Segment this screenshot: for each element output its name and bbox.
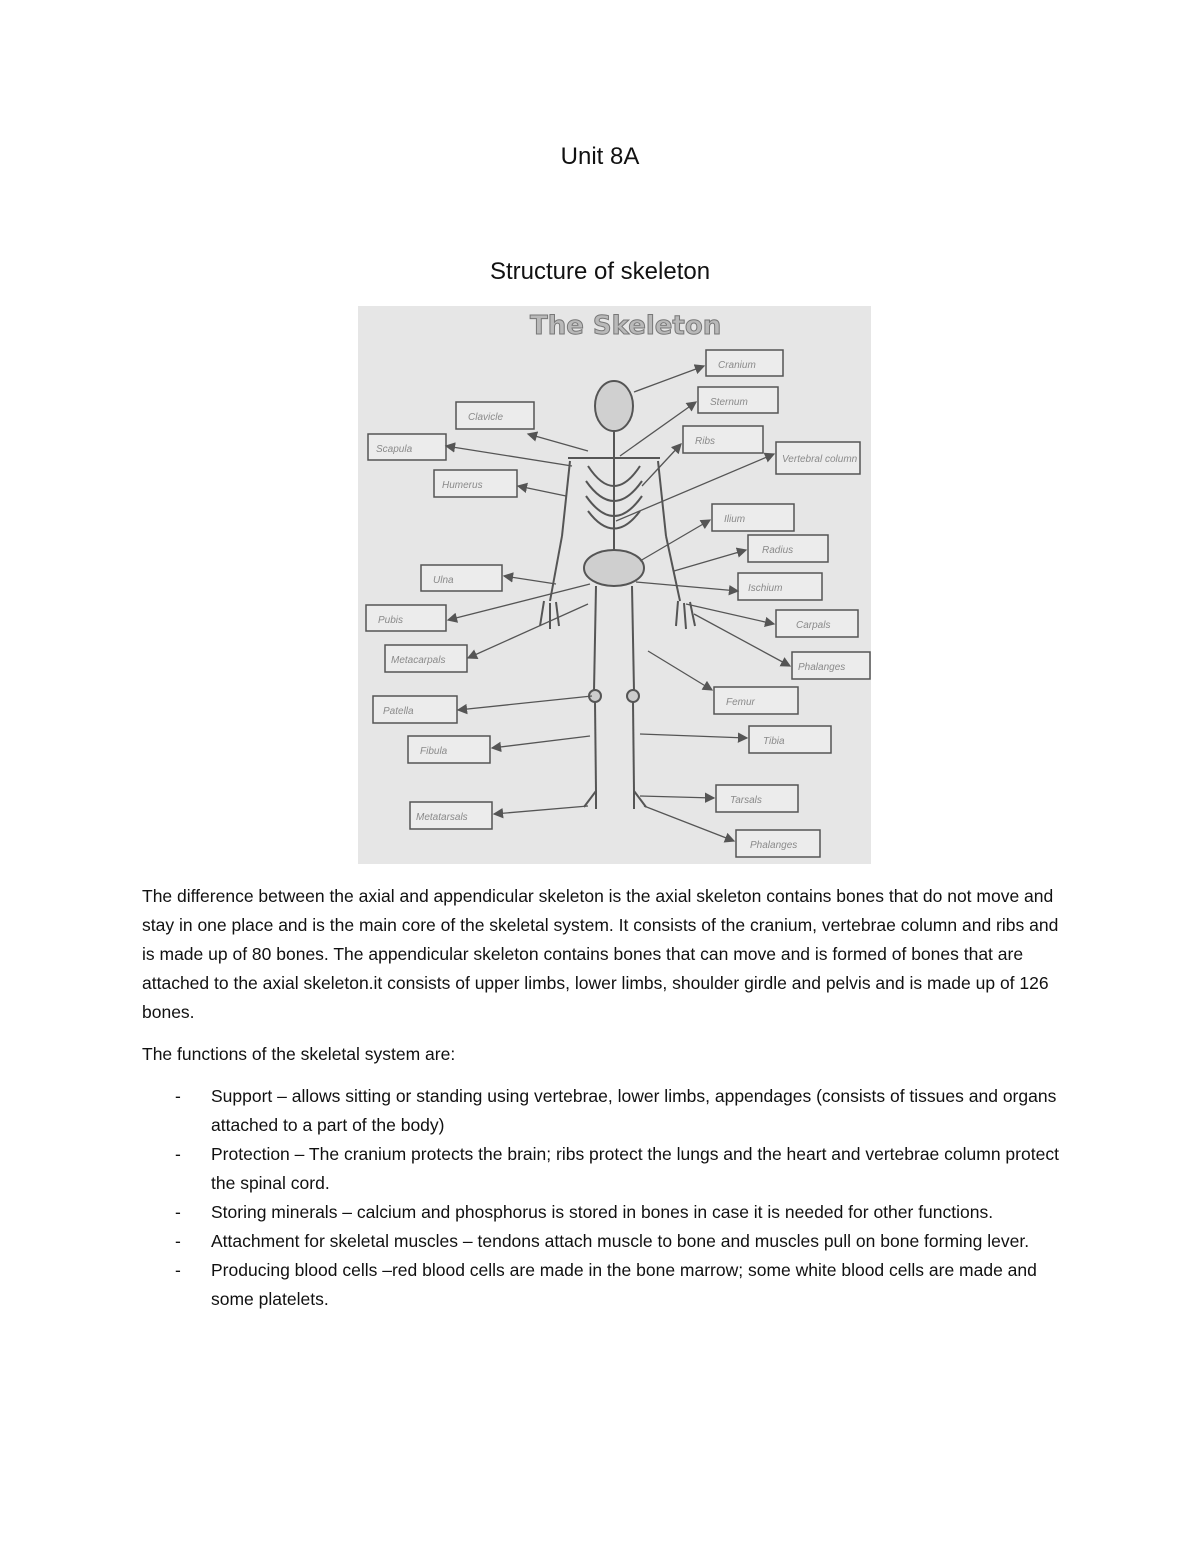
skeleton-diagram [358,306,871,864]
svg-text:Fibula: Fibula [420,746,448,757]
svg-text:Femur: Femur [726,697,755,708]
svg-text:Sternum: Sternum [710,397,748,408]
list-item-text: Storing minerals – calcium and phosphorus is stored in bones in case it is needed for other functions. [211,1202,994,1222]
list-item [142,1082,1062,1140]
list-item-text: Producing blood cells –red blood cells are made in the bone marrow; some white blood cells are made and some platelets. [211,1260,1037,1309]
diagram-label-text [376,360,858,851]
bullet-dash: - [175,1202,181,1222]
svg-text:Patella: Patella [383,706,414,717]
svg-text:Clavicle: Clavicle [468,412,504,423]
bullet-dash: - [175,1086,181,1106]
svg-text:Phalanges: Phalanges [798,662,846,673]
svg-text:Pubis: Pubis [378,615,404,626]
svg-text:Phalanges: Phalanges [750,840,798,851]
svg-text:Radius: Radius [762,545,794,556]
svg-text:Metacarpals: Metacarpals [391,655,446,666]
bullet-dash: - [175,1260,181,1280]
diagram-title: The Skeleton [530,311,722,341]
paragraph-axial-appendicular: The difference between the axial and appendicular skeleton is the axial skeleton contains bones that do not move and stay in one place and is the main core of the skeletal system. It consists of the cranium, vertebrae column and ribs and is made up of 80 bones. The appendicular skeleton contains bones that can move and is formed of bones that are attached to the axial skeleton.it consists of upper limbs, lower limbs, shoulder girdle and pelvis and is made up of 126 bones. [142,886,1059,1022]
svg-text:Metatarsals: Metatarsals [416,812,468,823]
list-item [142,1198,1062,1227]
list-item [142,1256,1062,1314]
section-heading: Structure of skeleton [489,258,711,285]
bullet-dash: - [175,1144,181,1164]
svg-text:Tibia: Tibia [763,736,785,747]
list-item-text: Protection – The cranium protects the brain; ribs protect the lungs and the heart and vertebrae column protect the spinal cord. [211,1144,1059,1193]
page-title: Unit 8A [560,143,640,170]
list-item [142,1140,1062,1198]
bullet-dash: - [175,1231,181,1251]
svg-text:Ischium: Ischium [748,583,783,594]
svg-text:Ilium: Ilium [724,514,746,525]
svg-text:Humerus: Humerus [442,480,483,491]
list-item-text: Support – allows sitting or standing using vertebrae, lower limbs, appendages (consists of tissues and organs attached to a part of the body) [211,1086,1057,1135]
svg-text:Cranium: Cranium [718,360,756,371]
svg-text:Scapula: Scapula [376,444,413,455]
label-box [749,726,831,753]
svg-text:Ribs: Ribs [695,436,716,447]
functions-list [142,1082,1062,1314]
skeleton-figure [540,381,695,809]
list-item-text: Attachment for skeletal muscles – tendons attach muscle to bone and muscles pull on bone forming lever. [211,1231,1030,1251]
paragraph-functions-intro: The functions of the skeletal system are: [142,1044,456,1064]
svg-text:Vertebral column: Vertebral column [782,454,858,465]
svg-text:Carpals: Carpals [796,620,831,631]
list-item [142,1227,1062,1256]
svg-text:Ulna: Ulna [433,575,454,586]
svg-text:Tarsals: Tarsals [730,795,762,806]
